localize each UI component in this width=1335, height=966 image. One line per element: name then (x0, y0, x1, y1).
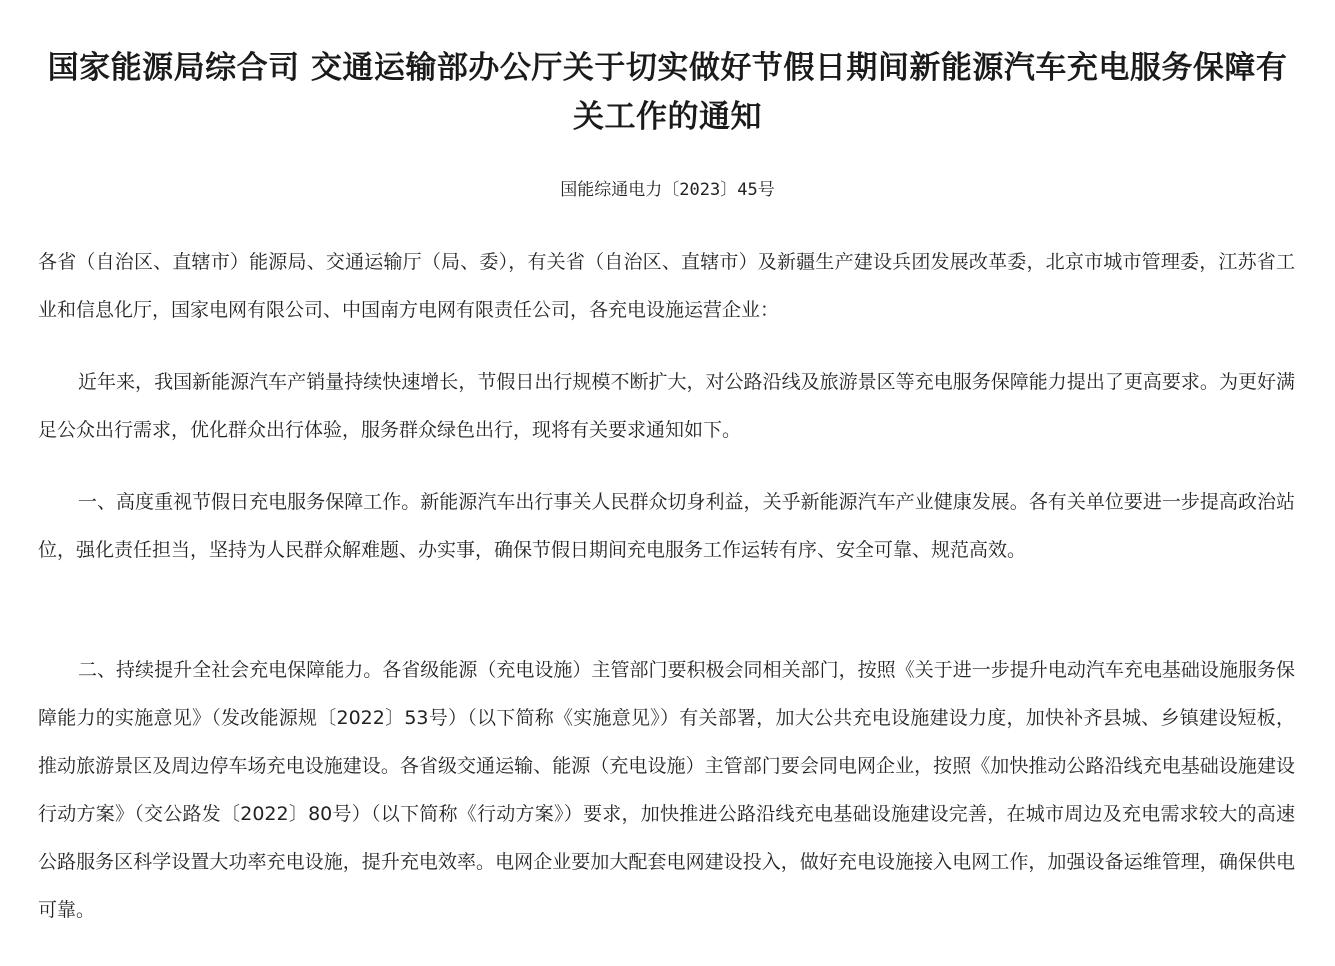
addressees-paragraph: 各省（自治区、直辖市）能源局、交通运输厅（局、委），有关省（自治区、直辖市）及新疆生产建设兵团发展改革委，北京市城市管理委，江苏省工业和信息化厅，国家电网有限公司、中国南方电网有限责任公司，各充电设施运营企业： (38, 251, 1295, 321)
intro-paragraph: 近年来，我国新能源汽车产销量持续快速增长，节假日出行规模不断扩大，对公路沿线及旅游景区等充电服务保障能力提出了更高要求。为更好满足公众出行需求，优化群众出行体验，服务群众绿色出行，现将有关要求通知如下。 (38, 371, 1295, 441)
document-number: 国能综通电力〔2023〕45号 (560, 180, 775, 200)
section-two-paragraph: 二、持续提升全社会充电保障能力。各省级能源（充电设施）主管部门要积极会同相关部门，按照《关于进一步提升电动汽车充电基础设施服务保障能力的实施意见》（发改能源规〔2022〕53号）（以下简称《实施意见》）有关部署，加大公共充电设施建设力度，加快补齐县城、乡镇建设短板，推动旅游景区及周边停车场充电设施建设。各省级交通运输、能源（充电设施）主管部门要会同电网企业，按照《加快推动公路沿线充电基础设施建设行动方案》（交公路发〔2022〕80号）（以下简称《行动方案》）要求，加快推进公路沿线充电基础设施建设完善，在城市周边及充电需求较大的高速公路服务区科学设置大功率充电设施，提升充电效率。电网企业要加大配套电网建设投入，做好充电设施接入电网工作，加强设备运维管理，确保供电可靠。 (38, 659, 1295, 921)
section-one-paragraph: 一、高度重视节假日充电服务保障工作。新能源汽车出行事关人民群众切身利益，关乎新能源汽车产业健康发展。各有关单位要进一步提高政治站位，强化责任担当，坚持为人民群众解难题、办实事，确保节假日期间充电服务工作运转有序、安全可靠、规范高效。 (38, 491, 1295, 561)
document-title: 国家能源局综合司 交通运输部办公厅关于切实做好节假日期间新能源汽车充电服务保障有关工作的通知 (47, 50, 1288, 135)
